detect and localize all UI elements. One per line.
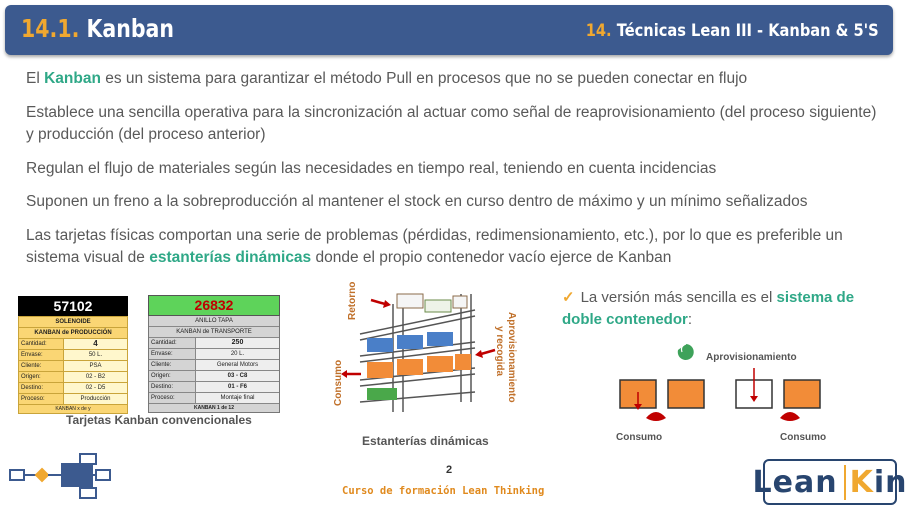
card1-value: Producción xyxy=(63,394,127,404)
label-aprovisionamiento: Aprovisionamiento xyxy=(506,312,517,403)
kanban-card-production xyxy=(18,296,128,414)
consumption-arrow-icon xyxy=(646,412,666,421)
p5-post: donde el propio contenedor vacío ejerce de Kanban xyxy=(311,249,672,266)
card2-row xyxy=(149,359,279,370)
return-arrow-head-icon xyxy=(383,300,391,308)
supply-arrow-head-icon xyxy=(475,350,483,358)
orange-container xyxy=(455,354,471,370)
blue-container xyxy=(367,338,393,352)
card1-value: 02 - D5 xyxy=(63,383,127,393)
dynamic-shelves-illustration xyxy=(325,282,555,432)
card1-subtitle: KANBAN de PRODUCCIÓN xyxy=(19,327,127,338)
slide-header xyxy=(5,5,893,55)
card2-subtitle: KANBAN de TRANSPORTE xyxy=(149,326,279,337)
footer-course-title: Curso de formación Lean Thinking xyxy=(342,485,545,497)
green-container xyxy=(367,388,397,400)
card2-key: Cantidad: xyxy=(151,340,177,346)
logo-in: in xyxy=(873,464,907,500)
p1-pre: El xyxy=(26,70,45,87)
section-title-text: Técnicas Lean III - Kanban & 5'S xyxy=(617,21,879,41)
double-container-text xyxy=(562,287,892,331)
card2-value: 20 L. xyxy=(195,349,279,359)
consumption-arrow-icon xyxy=(780,412,800,421)
return-arrow-icon xyxy=(371,300,385,304)
container-left-2 xyxy=(668,380,704,408)
card2-body xyxy=(148,316,280,413)
card2-key: Envase: xyxy=(151,351,173,357)
card1-key: Cantidad: xyxy=(21,341,47,347)
card2-value: 250 xyxy=(195,338,279,348)
p5-highlight: estanterías dinámicas xyxy=(149,249,312,266)
page-number: 2 xyxy=(446,464,453,476)
consumo-label-left: Consumo xyxy=(616,432,663,443)
section-title xyxy=(586,21,879,41)
card1-value: 02 - B2 xyxy=(63,372,127,382)
p1-post: es un sistema para garantizar el método Pull en procesos que no se pueden conectar en flujo xyxy=(100,70,748,87)
card1-row xyxy=(19,360,127,371)
slide-title-text: Kanban xyxy=(86,14,174,43)
card1-row xyxy=(19,382,127,393)
paragraph-5 xyxy=(26,225,888,269)
card1-row xyxy=(19,371,127,382)
card2-value: General Motors xyxy=(195,360,279,370)
card2-title: ANILLO TAPA xyxy=(195,318,233,324)
card2-key: Proceso: xyxy=(151,395,175,401)
card1-title: SOLENOIDE xyxy=(55,319,91,325)
paragraph-4: Suponen un freno a la sobreproducción al mantener el stock en curso dentro de máximo y un mínimo señalizados xyxy=(26,193,808,210)
cards-caption: Tarjetas Kanban convencionales xyxy=(66,413,252,427)
card1-value: PSA xyxy=(63,361,127,371)
card2-value: 03 - C8 xyxy=(195,371,279,381)
slide-title xyxy=(21,14,174,43)
p1-highlight: Kanban xyxy=(44,70,101,87)
card2-row xyxy=(149,348,279,359)
card1-value: 4 xyxy=(63,339,127,349)
card2-key: Destino: xyxy=(151,384,174,390)
p5-pre: Las tarjetas físicas comportan una serie de problemas (pérdidas, redimensionamiento, etc.), por lo que es preferible un sistema visual de xyxy=(26,227,843,266)
flow-diagram-icon xyxy=(6,450,116,502)
card1-body xyxy=(18,316,128,414)
paragraph-3: Regulan el flujo de materiales según las necesidades en tiempo real, teniendo en cuenta incidencias xyxy=(26,160,717,177)
logo-kin xyxy=(844,465,907,500)
card2-key: Origen: xyxy=(151,373,171,379)
card1-row xyxy=(19,393,127,404)
right-text-highlight: sistema de doble contenedor xyxy=(562,289,855,328)
label-consumo: Consumo xyxy=(333,359,344,406)
empty-container xyxy=(453,296,467,308)
empty-container xyxy=(397,294,423,308)
right-text-pre: La versión más sencilla es el xyxy=(580,289,777,306)
empty-container xyxy=(425,300,451,312)
leaf-icon xyxy=(678,344,694,360)
card1-row xyxy=(19,338,127,349)
card1-key: Origen: xyxy=(21,374,41,380)
right-text-post: : xyxy=(687,311,693,328)
double-container-diagram xyxy=(612,340,872,450)
card2-footer: KANBAN 1 de 12 xyxy=(149,403,279,412)
card1-value: 50 L. xyxy=(63,350,127,360)
kanban-card-transport xyxy=(148,295,280,413)
card1-key: Destino: xyxy=(21,385,44,391)
card1-key: Cliente: xyxy=(21,363,42,369)
blue-container xyxy=(397,335,423,349)
paragraph-1 xyxy=(26,68,888,90)
leankin-logo xyxy=(752,459,907,505)
blue-container xyxy=(427,332,453,346)
section-number: 14. xyxy=(586,21,612,41)
card1-row xyxy=(19,349,127,360)
card2-number: 26832 xyxy=(148,295,280,316)
card1-key: Proceso: xyxy=(21,396,45,402)
orange-container xyxy=(367,362,393,378)
card2-value: 01 - F6 xyxy=(195,382,279,392)
container-right xyxy=(784,380,820,408)
orange-container xyxy=(397,359,423,375)
checkmark-icon: ✓ xyxy=(562,289,575,306)
card2-row xyxy=(149,392,279,403)
card2-row xyxy=(149,370,279,381)
slide-number: 14.1. xyxy=(21,14,80,43)
logo-k: K xyxy=(849,464,874,500)
label-retorno: Retorno xyxy=(347,281,358,320)
consumo-label-right: Consumo xyxy=(780,432,827,443)
card2-key: Cliente: xyxy=(151,362,172,368)
card2-value: Montaje final xyxy=(195,393,279,403)
label-recogida: y recogida xyxy=(494,326,505,377)
card1-key: Envase: xyxy=(21,352,43,358)
orange-container xyxy=(427,356,453,372)
card2-row xyxy=(149,381,279,392)
shelves-caption: Estanterías dinámicas xyxy=(362,434,489,448)
supply-arrow-icon xyxy=(481,350,495,354)
aprov-label: Aprovisionamiento xyxy=(706,352,797,363)
card1-footer: KANBAN x de y xyxy=(19,404,127,413)
card1-number: 57102 xyxy=(18,296,128,316)
logo-lean: Lean xyxy=(752,464,838,500)
paragraph-2: Establece una sencilla operativa para la sincronización al actuar como señal de reaprovisionamiento (del proceso siguiente) y producción (del proceso anterior) xyxy=(26,104,877,143)
card2-row xyxy=(149,337,279,348)
